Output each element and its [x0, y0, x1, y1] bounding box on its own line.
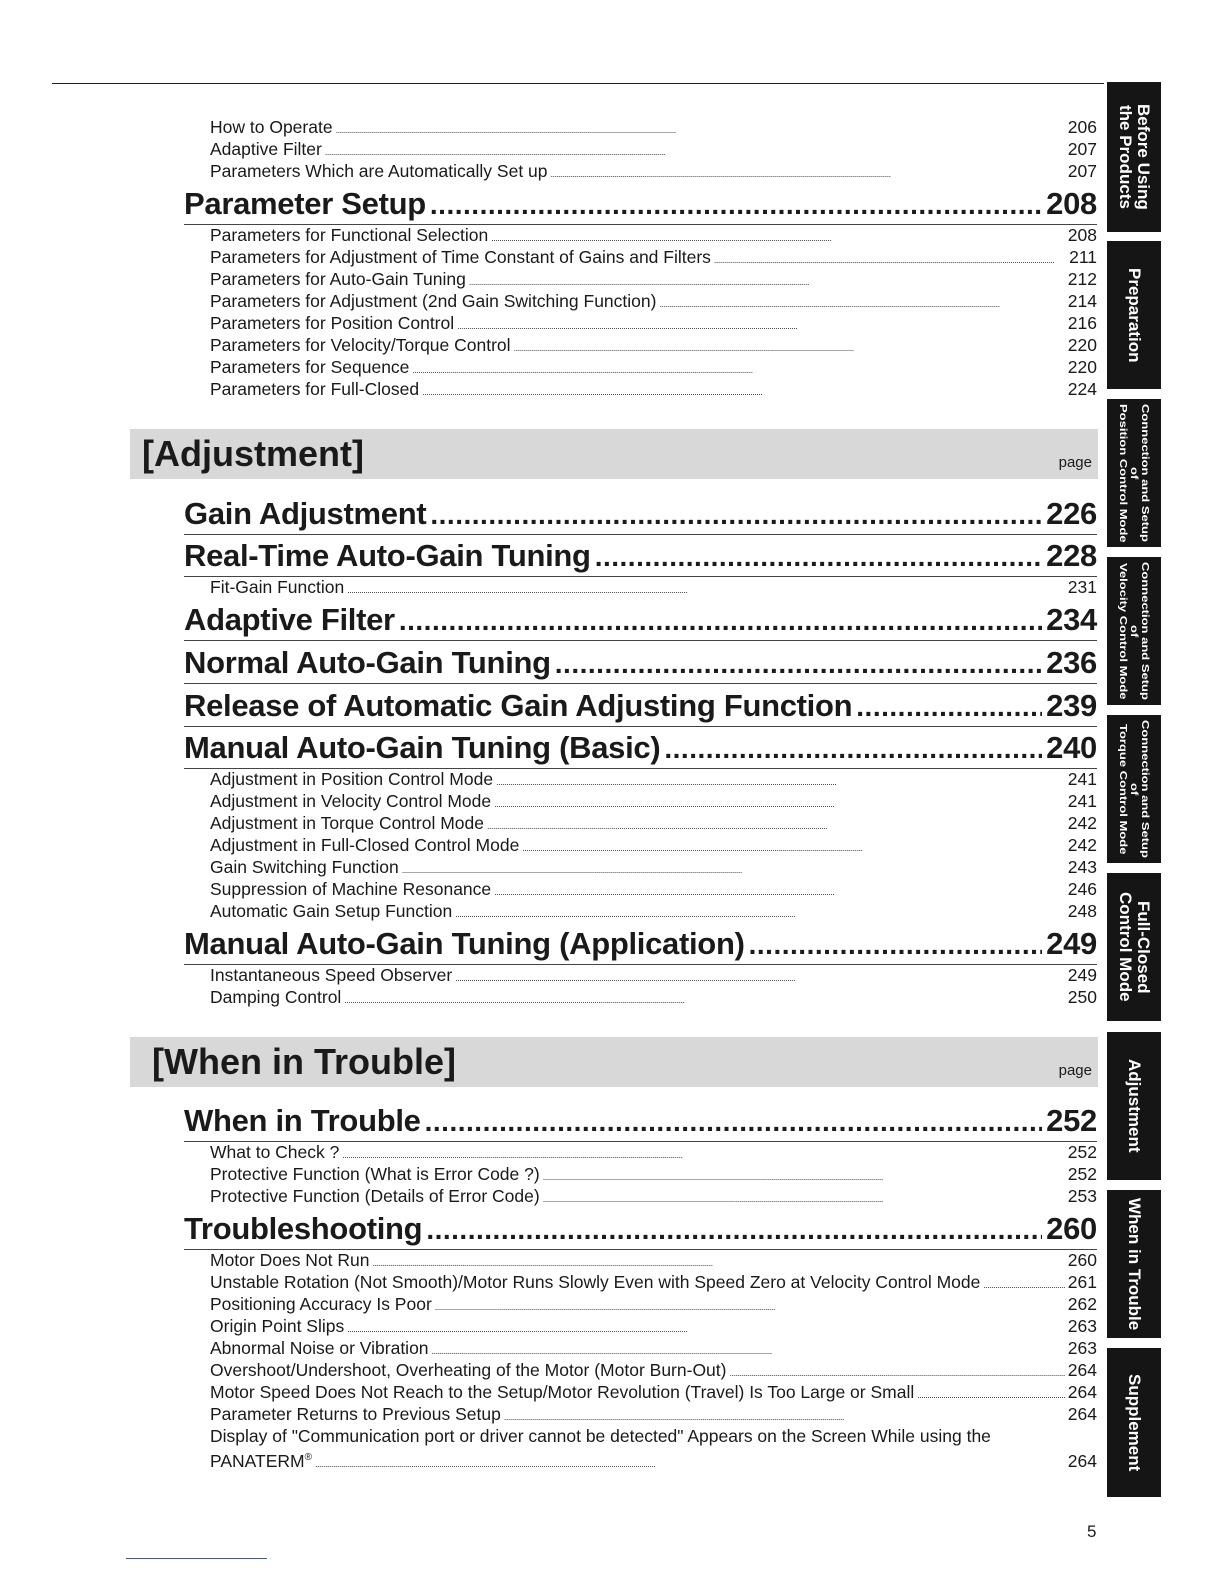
toc-heading-release-auto-gain[interactable]: Release of Automatic Gain Adjusting Function ..... 239: [184, 686, 1097, 727]
toc-heading-adaptive-filter[interactable]: Adaptive Filter ..... 234: [184, 600, 1097, 641]
toc-entry[interactable]: Abnormal Noise or Vibration . . . 263: [210, 1337, 1097, 1359]
toc-entry[interactable]: Adjustment in Full-Closed Control Mode . . . 242: [210, 834, 1097, 856]
toc-entry[interactable]: Automatic Gain Setup Function . . . 248: [210, 900, 1097, 922]
toc-heading-manual-basic[interactable]: Manual Auto-Gain Tuning (Basic) ..... 240: [184, 728, 1097, 769]
tab-when-in-trouble[interactable]: When in Trouble: [1107, 1190, 1161, 1338]
toc-entry[interactable]: Fit-Gain Function . . . 231: [210, 576, 1097, 598]
toc-entry[interactable]: Parameters for Velocity/Torque Control . . . 220: [210, 334, 1097, 356]
toc-heading-when-in-trouble[interactable]: When in Trouble ..... 252: [184, 1101, 1097, 1142]
section-header-adjustment: [130, 429, 1098, 479]
section-title: [Adjustment]: [142, 433, 364, 474]
toc-entry[interactable]: Parameters for Adjustment (2nd Gain Switching Function) . . . 214: [210, 290, 1097, 312]
tab-torque-control[interactable]: Connection and Setup of Torque Control Mode: [1107, 715, 1161, 863]
toc-heading-gain-adjustment[interactable]: Gain Adjustment ..... 226: [184, 494, 1097, 535]
toc-entry[interactable]: Parameters for Full-Closed . . . 224: [210, 378, 1097, 400]
toc-entry[interactable]: Adjustment in Velocity Control Mode . . . 241: [210, 790, 1097, 812]
toc-heading-parameter-setup[interactable]: Parameter Setup ..... 208: [184, 184, 1097, 225]
toc-entry[interactable]: Gain Switching Function . . . 243: [210, 856, 1097, 878]
toc-entry[interactable]: Motor Speed Does Not Reach to the Setup/Motor Revolution (Travel) Is Too Large or Small . . . 264: [210, 1381, 1097, 1403]
toc-entry[interactable]: Parameters for Auto-Gain Tuning . . . 212: [210, 268, 1097, 290]
toc-entry[interactable]: Adjustment in Position Control Mode . . . 241: [210, 768, 1097, 790]
toc-heading-manual-application[interactable]: Manual Auto-Gain Tuning (Application) ..... 249: [184, 924, 1097, 965]
tab-before-using[interactable]: Before Using the Products: [1107, 82, 1161, 232]
toc-entry[interactable]: Suppression of Machine Resonance . . . 246: [210, 878, 1097, 900]
tab-preparation[interactable]: Preparation: [1107, 241, 1161, 389]
toc-heading-normal-auto-gain[interactable]: Normal Auto-Gain Tuning ..... 236: [184, 643, 1097, 684]
toc-entry[interactable]: Protective Function (What is Error Code ?) . . . 252: [210, 1163, 1097, 1185]
toc-heading-realtime-auto-gain[interactable]: Real-Time Auto-Gain Tuning ..... 228: [184, 536, 1097, 577]
page-column-label: page: [1058, 1062, 1092, 1079]
toc-entry[interactable]: Origin Point Slips . . . 263: [210, 1315, 1097, 1337]
registered-mark: ®: [304, 1452, 313, 1463]
toc-entry[interactable]: How to Operate . . . 206: [210, 116, 1097, 138]
toc-entry[interactable]: Overshoot/Undershoot, Overheating of the Motor (Motor Burn-Out) . . . 264: [210, 1359, 1097, 1381]
toc-entry[interactable]: Parameters Which are Automatically Set up . . . 207: [210, 160, 1097, 182]
toc-entry[interactable]: Damping Control . . . 250: [210, 986, 1097, 1008]
toc-entry[interactable]: Positioning Accuracy Is Poor . . . 262: [210, 1293, 1097, 1315]
toc-entry[interactable]: Adaptive Filter . . . 207: [210, 138, 1097, 160]
toc-entry[interactable]: Motor Does Not Run . . . 260: [210, 1249, 1097, 1271]
toc-entry[interactable]: What to Check ? . . . 252: [210, 1141, 1097, 1163]
toc-entry[interactable]: Protective Function (Details of Error Code) . . . 253: [210, 1185, 1097, 1207]
toc-entry[interactable]: Parameters for Sequence . . . 220: [210, 356, 1097, 378]
top-rule: [52, 83, 1104, 84]
toc-entry-line2: PANATERM: [210, 1450, 305, 1471]
toc-entry[interactable]: PANATERM® . . . 264: [210, 1447, 1097, 1469]
section-header-when-in-trouble: [130, 1037, 1098, 1087]
tab-full-closed[interactable]: Full-Closed Control Mode: [1107, 873, 1161, 1021]
section-title: [When in Trouble]: [152, 1041, 456, 1082]
toc-entry[interactable]: Unstable Rotation (Not Smooth)/Motor Runs Slowly Even with Speed Zero at Velocity Control Mode . . . 261: [210, 1271, 1097, 1293]
toc-entry[interactable]: Instantaneous Speed Observer . . . 249: [210, 964, 1097, 986]
page-number: 5: [1087, 1522, 1097, 1541]
tab-supplement[interactable]: Supplement: [1107, 1348, 1161, 1497]
tab-velocity-control[interactable]: Connection and Setup of Velocity Control Mode: [1107, 557, 1161, 705]
tab-adjustment[interactable]: Adjustment: [1107, 1032, 1161, 1180]
toc-entry[interactable]: Adjustment in Torque Control Mode . . . 242: [210, 812, 1097, 834]
footer-link-line: [126, 1558, 267, 1559]
toc-entry[interactable]: Parameters for Functional Selection . . . 208: [210, 224, 1097, 246]
toc-entry-line1[interactable]: Display of "Communication port or driver cannot be detected" Appears on the Screen While using the: [210, 1426, 991, 1446]
page-column-label: page: [1058, 454, 1092, 471]
toc-entry[interactable]: Parameters for Adjustment of Time Constant of Gains and Filters . . . 211: [210, 246, 1097, 268]
tab-position-control[interactable]: Connection and Setup of Position Control Mode: [1107, 399, 1161, 547]
toc-entry[interactable]: Parameters for Position Control . . . 216: [210, 312, 1097, 334]
toc-entry[interactable]: Parameter Returns to Previous Setup . . . 264: [210, 1403, 1097, 1425]
toc-heading-troubleshooting[interactable]: Troubleshooting ..... 260: [184, 1209, 1097, 1250]
